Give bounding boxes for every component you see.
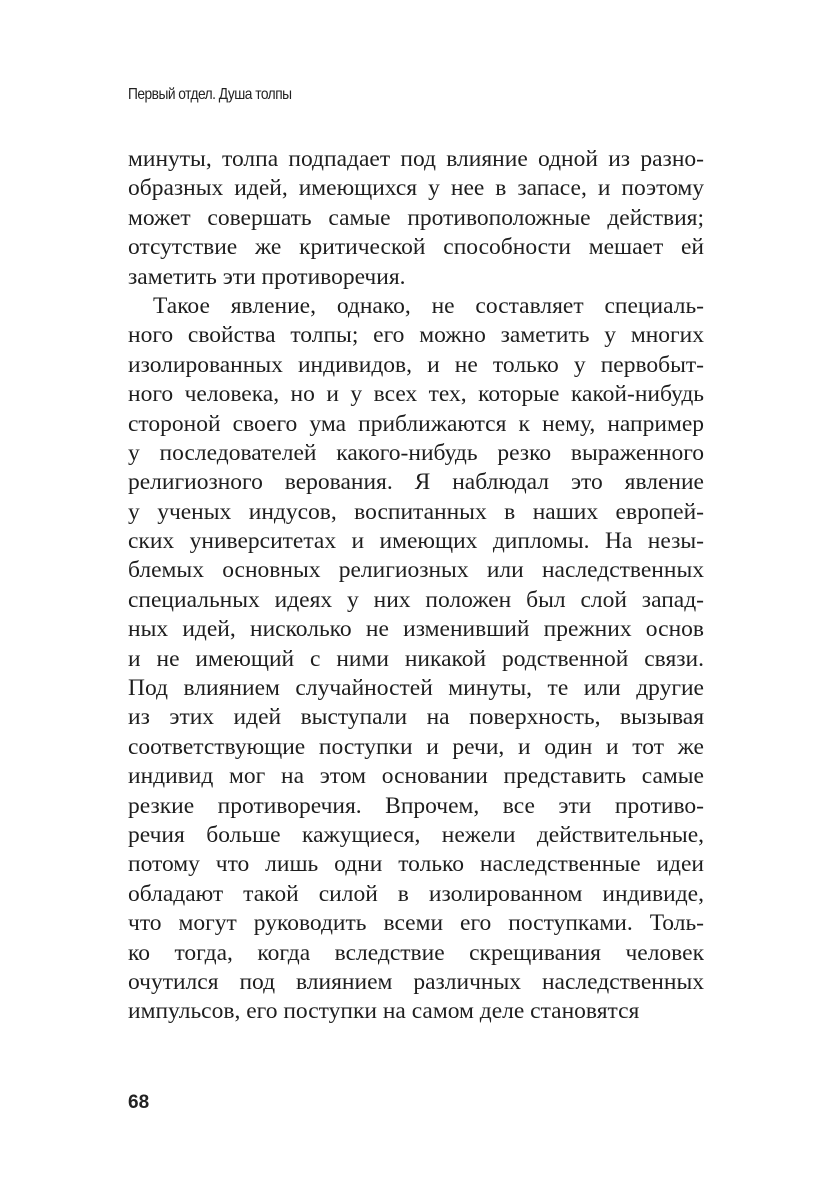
text-line: Такое явление, однако, не составляет специаль- <box>153 292 704 319</box>
text-line: специальных идеях у них положен был слой запад- <box>128 586 704 613</box>
text-line: заметить эти противоречия. <box>128 263 406 290</box>
text-line: может совершать самые противоположные действия; <box>128 204 704 231</box>
running-header: Первый отдел. Душа толпы <box>128 86 292 103</box>
text-line: из этих идей выступали на поверхность, вызывая <box>128 704 704 731</box>
text-line: ного человека, но и у всех тех, которые какой-нибудь <box>128 381 704 408</box>
text-line: импульсов, его поступки на самом деле становятся <box>128 998 640 1025</box>
text-line: ко тогда, когда вследствие скрещивания человек <box>128 939 704 966</box>
text-line: ных идей, нисколько не изменивший прежних основ <box>128 616 704 643</box>
text-line: минуты, толпа подпадает под влияние одной из разно- <box>128 146 704 172</box>
text-line: ских университетах и имеющих дипломы. На незы- <box>128 528 704 555</box>
text-line: ного свойства толпы; его можно заметить у многих <box>128 322 704 349</box>
text-line: религиозного верования. Я наблюдал это явление <box>128 469 704 496</box>
text-line: очутился под влиянием различных наследственных <box>128 968 704 995</box>
text-line: резкие противоречия. Впрочем, все эти противо- <box>128 792 704 819</box>
text-line: стороной своего ума приближаются к нему, например <box>128 410 704 437</box>
text-line: обладают такой силой в изолированном индивиде, <box>128 880 704 907</box>
text-line: отсутствие же критической способности мешает ей <box>128 234 704 261</box>
text-line: образных идей, имеющихся у нее в запасе, и поэтому <box>128 175 704 202</box>
text-line: соответствующие поступки и речи, и один и тот же <box>128 733 704 760</box>
text-line: что могут руководить всеми его поступками. Толь- <box>128 910 704 937</box>
text-line: Под влиянием случайностей минуты, те или другие <box>128 675 704 702</box>
text-line: блемых основных религиозных или наследственных <box>128 557 704 584</box>
body-text <box>128 145 704 1027</box>
text-line: у ученых индусов, воспитанных в наших европей- <box>128 498 704 525</box>
text-line: индивид мог на этом основании представить самые <box>128 763 704 790</box>
text-line: речия больше кажущиеся, нежели действительные, <box>128 821 704 848</box>
text-line: потому что лишь одни только наследственные идеи <box>128 851 704 878</box>
text-line: изолированных индивидов, и не только у первобыт- <box>128 351 704 378</box>
page-number: 68 <box>128 1092 150 1113</box>
text-line: у последователей какого-нибудь резко выраженного <box>128 439 704 466</box>
text-line: и не имеющий с ними никакой родственной связи. <box>128 645 704 672</box>
